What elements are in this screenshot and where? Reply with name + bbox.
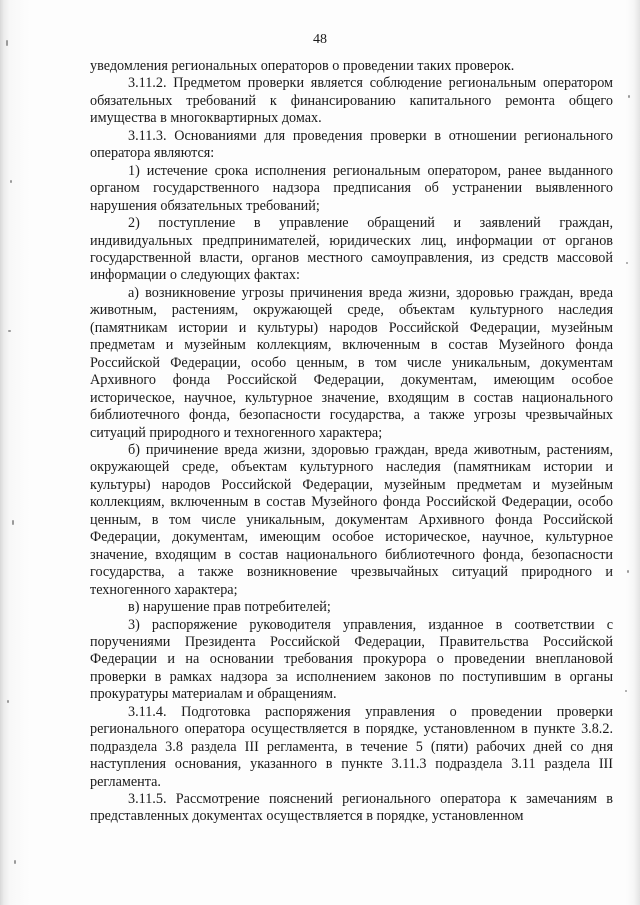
scan-speck	[625, 690, 627, 692]
page-number: 48	[313, 32, 327, 47]
scan-speck	[7, 700, 9, 703]
list-item-v: в) нарушение прав потребителей;	[128, 599, 331, 616]
list-item-1: 1) истечение срока исполнения региональным оператором, ранее выданного органом государственного надзора предписания об устранении выявленного нарушения обязательных требований;	[90, 162, 613, 214]
scan-speck	[10, 180, 12, 183]
scan-speck	[8, 330, 11, 332]
scan-speck	[627, 570, 629, 573]
list-item-3: 3) распоряжение руководителя управления, изданное в соответствии с поручениями Президента Российской Федерации, Правительства Российской Федерации и на основании требования прокурора о проведении внеплановой проверки в рамках надзора за исполнением законов по поступившим в органы прокуратуры материалам и обращениям.	[90, 616, 613, 703]
paragraph-3-11-5: 3.11.5. Рассмотрение пояснений регионального оператора к замечаниям в представленных документах осуществляется в порядке, установленном	[90, 791, 613, 825]
scan-speck	[628, 95, 630, 98]
paragraph-3-11-4: 3.11.4. Подготовка распоряжения управления о проведении проверки регионального оператора осуществляется в порядке, установленном в пункте 3.8.2. подраздела 3.8 раздела III регламента, в течение 5 (пяти) рабочих дней со дня наступления основания, указанного в пункте 3.11.3 подраздела 3.11 раздела III регламента.	[90, 703, 613, 790]
paragraph-3-11-2: 3.11.2. Предметом проверки является соблюдение региональным оператором обязательных требований к финансированию капитального ремонта общего имущества в многоквартирных домах.	[90, 75, 613, 127]
paragraph-3-11-3: 3.11.3. Основаниями для проведения проверки в отношении регионального оператора являются:	[90, 127, 613, 162]
scan-left-edge	[0, 0, 30, 905]
scan-speck	[14, 860, 16, 864]
scan-speck	[12, 520, 14, 525]
list-item-2: 2) поступление в управление обращений и заявлений граждан, индивидуальных предпринимателей, юридических лиц, информации от органов государственной власти, органов местного самоуправления, из средств массовой информации о следующих фактах:	[90, 215, 613, 284]
scan-right-edge	[626, 0, 640, 905]
list-item-b: б) причинение вреда жизни, здоровью граждан, вреда животным, растениям, окружающей среде, объектам культурного наследия (памятникам истории и культуры) народов Российской Федерации, музейным предметам и музейным коллекциям, включенным в состав Музейного фонда Российской Федерации, особо ценным, в том числе уникальным, документам Архивного фонда Российской Федерации, документам, имеющим особое историческое, научное, культурное значение, входящим в состав национального библиотечного фонда, безопасности государства, а также возникновение чрезвычайных ситуаций природного и техногенного характера;	[90, 441, 613, 598]
paragraph-continuation: уведомления региональных операторов о проведении таких проверок.	[90, 58, 515, 74]
document-body	[90, 58, 613, 826]
list-item-a: а) возникновение угрозы причинения вреда жизни, здоровью граждан, вреда животным, растениям, окружающей среде, объектам культурного наследия (памятникам истории и культуры) народов Российской Федерации, музейным предметам и музейным коллекциям, включенным в состав Музейного фонда Российской Федерации, особо ценным, в том числе уникальным, документам Архивного фонда Российской Федерации, документам, имеющим особое историческое, научное, культурное значение, входящим в состав национального библиотечного фонда, безопасности государства, а также угрозы чрезвычайных ситуаций природного и техногенного характера;	[90, 284, 613, 441]
scan-speck	[626, 262, 628, 264]
